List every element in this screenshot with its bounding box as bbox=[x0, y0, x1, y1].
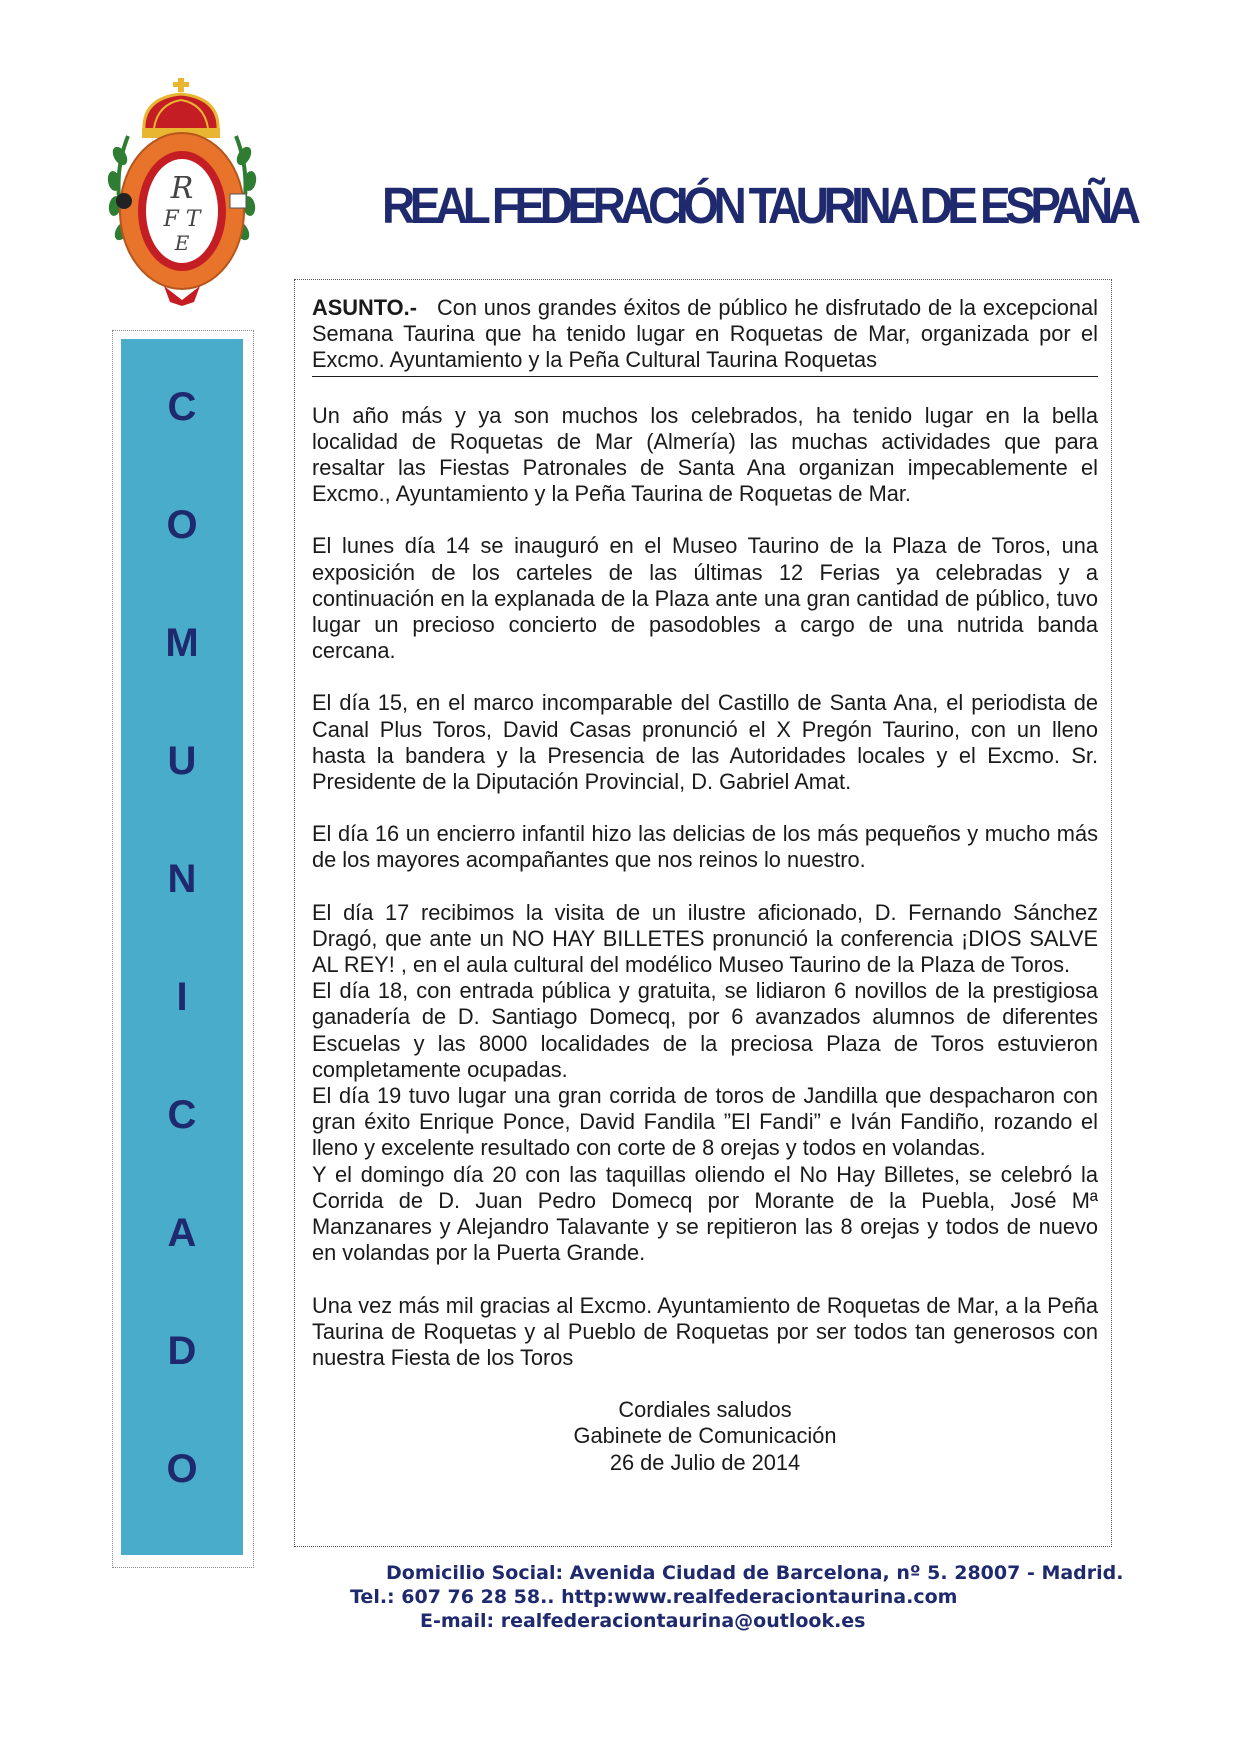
sidebar-letter: I bbox=[176, 975, 188, 1019]
paragraph-day-16: El día 16 un encierro infantil hizo las delicias de los más pequeños y mucho más de los mayores acompañantes que nos reinos lo nuestro. bbox=[312, 821, 1098, 873]
footer-email[interactable]: E-mail: realfederaciontaurina@outlook.es bbox=[420, 1610, 866, 1632]
sidebar-letter: M bbox=[165, 621, 199, 665]
sidebar-letter: O bbox=[166, 503, 198, 547]
subject-label: ASUNTO.- bbox=[312, 295, 417, 320]
sidebar-letter: A bbox=[167, 1211, 197, 1255]
paragraph-intro: Un año más y ya son muchos los celebrados, ha tenido lugar en la bella localidad de Roquetas de Mar (Almería) las muchas actividades que para resaltar las Fiestas Patronales de Santa Ana organizan impecablemente el Excmo., Ayuntamiento y la Peña Taurina de Roquetas de Mar. bbox=[312, 402, 1098, 507]
paragraph-day-15: El día 15, en el marco incomparable del Castillo de Santa Ana, el periodista de Canal Plus Toros, David Casas pronunció el X Pregón Taurino, con un lleno hasta la bandera y la Presencia de las Autoridades locales y el Excmo. Sr. Presidente de la Diputación Provincial, D. Gabriel Amat. bbox=[312, 690, 1098, 795]
sidebar-letter: O bbox=[166, 1447, 198, 1491]
organization-title: REAL FEDERACIÓN TAURINA DE ESPAÑA bbox=[382, 177, 1136, 234]
svg-text:R: R bbox=[170, 171, 194, 206]
press-release-body bbox=[312, 295, 1098, 1476]
closing-date: 26 de Julio de 2014 bbox=[609, 1449, 801, 1475]
subject-paragraph bbox=[312, 295, 1098, 377]
svg-text:F T: F T bbox=[163, 207, 201, 232]
subject-text: Con unos grandes éxitos de público he disfrutado de la excepcional Semana Taurina que ha tenido lugar en Roquetas de Mar, organizada por el Excmo. Ayuntamiento y la Peña Cultural Taurina Roquetas bbox=[312, 295, 1098, 373]
paragraph-thanks: Una vez más mil gracias al Excmo. Ayuntamiento de Roquetas de Mar, a la Peña Taurina de Roquetas y al Pueblo de Roquetas por ser todos tan generosos con nuestra Fiesta de los Toros bbox=[312, 1292, 1098, 1370]
sidebar-letter: C bbox=[167, 385, 197, 429]
paragraph-day-14: El lunes día 14 se inauguró en el Museo Taurino de la Plaza de Toros, una exposición de los carteles de las últimas 12 Ferias ya celebradas y a continuación en la explanada de la Plaza ante una gran cantidad de público, tuvo lugar un precioso concierto de pasodobles a cargo de una nutrida banda cercana. bbox=[312, 533, 1098, 664]
sidebar-letter: C bbox=[167, 1093, 197, 1137]
paragraph-day-17: El día 17 recibimos la visita de un ilustre aficionado, D. Fernando Sánchez Dragó, que ante un NO HAY BILLETES pronunció la conferencia ¡DIOS SALVE AL REY! , en el aula cultural del modélico Museo Taurino de la Plaza de Toros. bbox=[312, 899, 1098, 978]
shield-icon bbox=[116, 133, 246, 289]
comunicado-letters bbox=[121, 387, 243, 1567]
federation-crest-logo bbox=[106, 76, 258, 308]
closing-department: Gabinete de Comunicación bbox=[573, 1423, 837, 1449]
paragraph-day-18: El día 18, con entrada pública y gratuita, se lidiaron 6 novillos de la prestigiosa ganadería de D. Santiago Domecq, por 6 avanzados alumnos de diferentes Escuelas y las 8000 localidades de la preciosa Plaza de Toros estuvieron completamente ocupadas. bbox=[312, 978, 1098, 1082]
sidebar-letter: D bbox=[167, 1329, 197, 1373]
comunicado-sidebar bbox=[112, 330, 254, 1568]
paragraph-day-20: Y el domingo día 20 con las taquillas oliendo el No Hay Billetes, se celebró la Corrida de D. Juan Pedro Domecq por Morante de la Puebla, José Mª Manzanares y Alejandro Talavante y se repitieron las 8 orejas y todos de nuevo en volandas por la Puerta Grande. bbox=[312, 1161, 1098, 1266]
sidebar-letter: U bbox=[167, 739, 197, 783]
footer-phone-web[interactable]: Tel.: 607 76 28 58.. http:www.realfederaciontaurina.com bbox=[350, 1586, 958, 1608]
crown-icon bbox=[142, 78, 220, 138]
sidebar-letter: N bbox=[167, 857, 197, 901]
comunicado-panel bbox=[121, 339, 243, 1555]
svg-text:E: E bbox=[174, 231, 190, 255]
closing-block bbox=[312, 1397, 1098, 1476]
paragraph-day-19: El día 19 tuvo lugar una gran corrida de toros de Jandilla que despacharon con gran éxito Enrique Ponce, David Fandila ”El Fandi” e Iván Fandiño, rozando el lleno y excelente resultado con corte de 8 orejas y todos en volandas. bbox=[312, 1083, 1098, 1161]
closing-greeting: Cordiales saludos bbox=[618, 1397, 792, 1423]
footer-address: Domicilio Social: Avenida Ciudad de Barcelona, nº 5. 28007 - Madrid. bbox=[386, 1562, 1124, 1584]
